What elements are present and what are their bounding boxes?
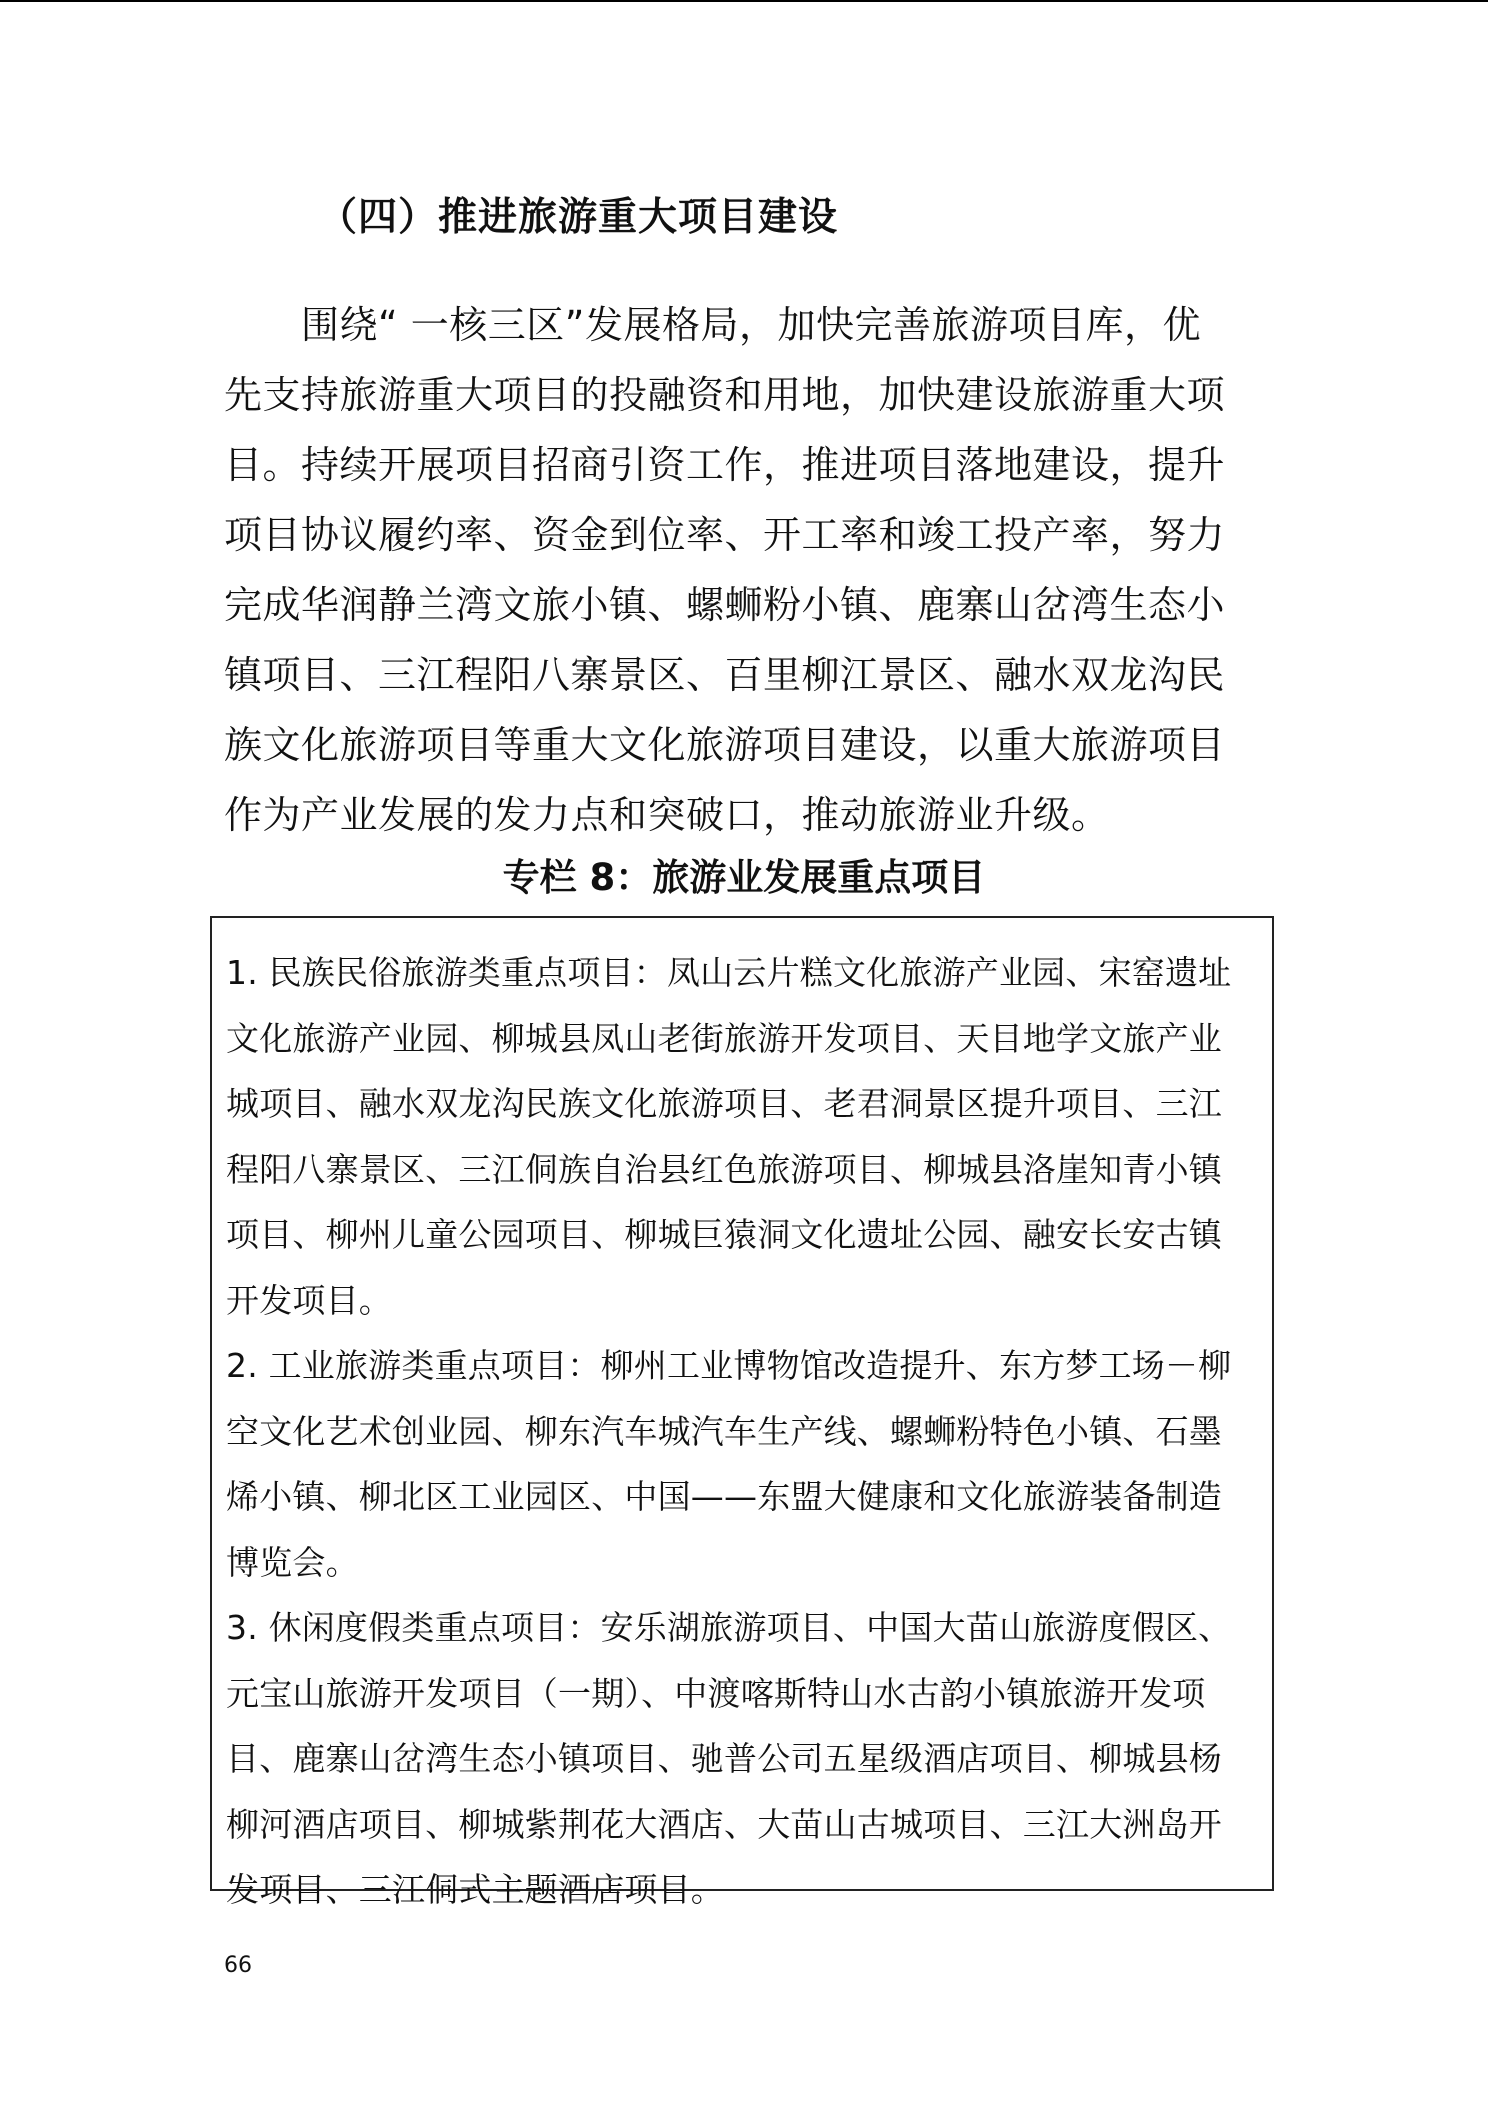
key-projects-list [226, 940, 1262, 1923]
box-line: 烯小镇、柳北区工业园区、中国——东盟大健康和文化旅游装备制造 [226, 1477, 1222, 1516]
box-line: 城项目、融水双龙沟民族文化旅游项目、老君洞景区提升项目、三江 [226, 1084, 1222, 1123]
body-line: 族文化旅游项目等重大文化旅游项目建设，以重大旅游项目 [224, 723, 1226, 767]
box-line: 程阳八寨景区、三江侗族自治县红色旅游项目、柳城县洛崖知青小镇 [226, 1149, 1222, 1189]
box-line: 元宝山旅游开发项目（一期）、中渡喀斯特山水古韵小镇旅游开发项 [226, 1673, 1206, 1713]
body-line: 作为产业发展的发力点和突破口，推动旅游业升级。 [224, 793, 1110, 837]
top-border-line [0, 0, 1488, 2]
section-heading: （四）推进旅游重大项目建设 [318, 195, 839, 240]
body-paragraph [224, 290, 1264, 850]
sidebar-box-title: 专栏 8：旅游业发展重点项目 [502, 856, 986, 899]
body-line: 完成华润静兰湾文旅小镇、螺蛳粉小镇、鹿寨山岔湾生态小 [224, 583, 1226, 627]
box-line: 项目、柳州儿童公园项目、柳城巨猿洞文化遗址公园、融安长安古镇 [226, 1215, 1222, 1254]
body-line: 项目协议履约率、资金到位率、开工率和竣工投产率，努力 [224, 513, 1226, 557]
box-line: 空文化艺术创业园、柳东汽车城汽车生产线、螺蛳粉特色小镇、石墨 [226, 1411, 1222, 1451]
body-line: 目。持续开展项目招商引资工作，推进项目落地建设，提升 [224, 443, 1226, 487]
box-line: 3. 休闲度假类重点项目：安乐湖旅游项目、中国大苗山旅游度假区、 [226, 1608, 1232, 1647]
body-line: 镇项目、三江程阳八寨景区、百里柳江景区、融水双龙沟民 [224, 653, 1226, 697]
box-line: 博览会。 [226, 1542, 359, 1582]
box-line: 文化旅游产业园、柳城县凤山老街旅游开发项目、天目地学文旅产业 [226, 1018, 1222, 1058]
box-line: 柳河酒店项目、柳城紫荆花大酒店、大苗山古城项目、三江大洲岛开 [226, 1804, 1222, 1844]
page-number: 66 [224, 1953, 252, 1978]
box-line: 目、鹿寨山岔湾生态小镇项目、驰普公司五星级酒店项目、柳城县杨 [226, 1739, 1222, 1778]
box-line: 发项目、三江侗式主题酒店项目。 [226, 1870, 724, 1909]
key-projects-box [210, 916, 1274, 1909]
box-line: 1. 民族民俗旅游类重点项目：凤山云片糕文化旅游产业园、宋窑遗址 [226, 953, 1232, 992]
box-line: 开发项目。 [226, 1280, 392, 1320]
body-line: 围绕“ 一核三区”发展格局，加快完善旅游项目库，优 [224, 303, 1201, 347]
body-line: 先支持旅游重大项目的投融资和用地，加快建设旅游重大项 [224, 373, 1226, 417]
box-line: 2. 工业旅游类重点项目：柳州工业博物馆改造提升、东方梦工场－柳 [226, 1346, 1232, 1385]
